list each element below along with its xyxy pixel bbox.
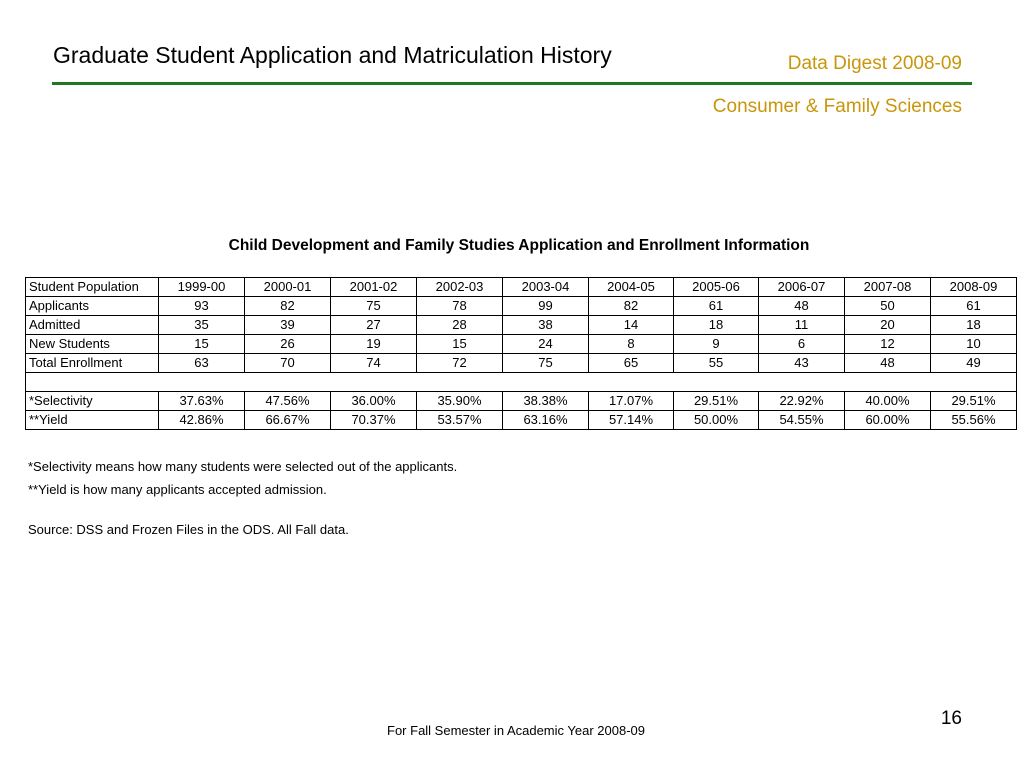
value-cell: 18	[931, 316, 1017, 335]
value-cell: 10	[931, 335, 1017, 354]
row-label-cell: Total Enrollment	[26, 354, 159, 373]
table-row	[26, 335, 1017, 354]
value-cell: 60.00%	[845, 411, 931, 430]
value-cell: 19	[331, 335, 417, 354]
selectivity-note: *Selectivity means how many students were selected out of the applicants.	[28, 459, 458, 474]
year-header-cell: 2001-02	[331, 278, 417, 297]
table-row	[26, 297, 1017, 316]
value-cell: 48	[759, 297, 845, 316]
value-cell: 54.55%	[759, 411, 845, 430]
value-cell: 40.00%	[845, 392, 931, 411]
value-cell: 70.37%	[331, 411, 417, 430]
row-label-cell: Admitted	[26, 316, 159, 335]
value-cell: 65	[589, 354, 674, 373]
value-cell: 93	[159, 297, 245, 316]
row-label-cell: New Students	[26, 335, 159, 354]
value-cell: 38.38%	[503, 392, 589, 411]
value-cell: 24	[503, 335, 589, 354]
value-cell: 12	[845, 335, 931, 354]
footnotes	[28, 455, 457, 541]
value-cell: 66.67%	[245, 411, 331, 430]
year-header-cell: 2000-01	[245, 278, 331, 297]
footer-text: For Fall Semester in Academic Year 2008-09	[387, 723, 645, 738]
value-cell: 28	[417, 316, 503, 335]
value-cell: 14	[589, 316, 674, 335]
value-cell: 35.90%	[417, 392, 503, 411]
application-enrollment-table	[25, 277, 1017, 430]
value-cell: 72	[417, 354, 503, 373]
value-cell: 15	[417, 335, 503, 354]
year-header-cell: 2006-07	[759, 278, 845, 297]
row-label-cell: **Yield	[26, 411, 159, 430]
value-cell: 29.51%	[931, 392, 1017, 411]
row-label-cell: Applicants	[26, 297, 159, 316]
value-cell: 70	[245, 354, 331, 373]
rate-row	[26, 392, 1017, 411]
year-header-cell: 1999-00	[159, 278, 245, 297]
value-cell: 57.14%	[589, 411, 674, 430]
digest-label: Data Digest 2008-09	[787, 53, 962, 74]
value-cell: 78	[417, 297, 503, 316]
value-cell: 99	[503, 297, 589, 316]
year-header-cell: 2008-09	[931, 278, 1017, 297]
value-cell: 17.07%	[589, 392, 674, 411]
table-row	[26, 316, 1017, 335]
value-cell: 50	[845, 297, 931, 316]
value-cell: 82	[245, 297, 331, 316]
value-cell: 63	[159, 354, 245, 373]
value-cell: 55.56%	[931, 411, 1017, 430]
rate-row	[26, 411, 1017, 430]
year-header-cell: 2004-05	[589, 278, 674, 297]
spacer-cell	[26, 373, 1017, 392]
value-cell: 11	[759, 316, 845, 335]
table-header-row	[26, 278, 1017, 297]
value-cell: 43	[759, 354, 845, 373]
year-header-cell: 2003-04	[503, 278, 589, 297]
yield-note: **Yield is how many applicants accepted admission.	[28, 482, 327, 497]
value-cell: 6	[759, 335, 845, 354]
value-cell: 48	[845, 354, 931, 373]
value-cell: 63.16%	[503, 411, 589, 430]
value-cell: 29.51%	[674, 392, 759, 411]
value-cell: 42.86%	[159, 411, 245, 430]
value-cell: 49	[931, 354, 1017, 373]
table-body	[26, 278, 1017, 430]
value-cell: 15	[159, 335, 245, 354]
table-heading: Child Development and Family Studies Application and Enrollment Information	[228, 237, 810, 254]
department-label: Consumer & Family Sciences	[712, 96, 962, 117]
spacer-row	[26, 373, 1017, 392]
value-cell: 74	[331, 354, 417, 373]
value-cell: 53.57%	[417, 411, 503, 430]
source-note: Source: DSS and Frozen Files in the ODS. All Fall data.	[28, 522, 349, 537]
page-number: 16	[940, 708, 962, 729]
value-cell: 20	[845, 316, 931, 335]
value-cell: 37.63%	[159, 392, 245, 411]
value-cell: 61	[674, 297, 759, 316]
value-cell: 75	[331, 297, 417, 316]
year-header-cell: 2005-06	[674, 278, 759, 297]
value-cell: 26	[245, 335, 331, 354]
value-cell: 18	[674, 316, 759, 335]
title-divider	[52, 82, 972, 85]
year-header-cell: 2007-08	[845, 278, 931, 297]
value-cell: 8	[589, 335, 674, 354]
value-cell: 39	[245, 316, 331, 335]
value-cell: 75	[503, 354, 589, 373]
slide-title: Graduate Student Application and Matriculation History	[53, 42, 612, 68]
value-cell: 50.00%	[674, 411, 759, 430]
value-cell: 9	[674, 335, 759, 354]
value-cell: 47.56%	[245, 392, 331, 411]
value-cell: 82	[589, 297, 674, 316]
value-cell: 55	[674, 354, 759, 373]
value-cell: 27	[331, 316, 417, 335]
row-label-cell: *Selectivity	[26, 392, 159, 411]
table-row	[26, 354, 1017, 373]
value-cell: 35	[159, 316, 245, 335]
value-cell: 61	[931, 297, 1017, 316]
value-cell: 36.00%	[331, 392, 417, 411]
year-header-cell: 2002-03	[417, 278, 503, 297]
value-cell: 22.92%	[759, 392, 845, 411]
value-cell: 38	[503, 316, 589, 335]
header-label-cell: Student Population	[26, 278, 159, 297]
